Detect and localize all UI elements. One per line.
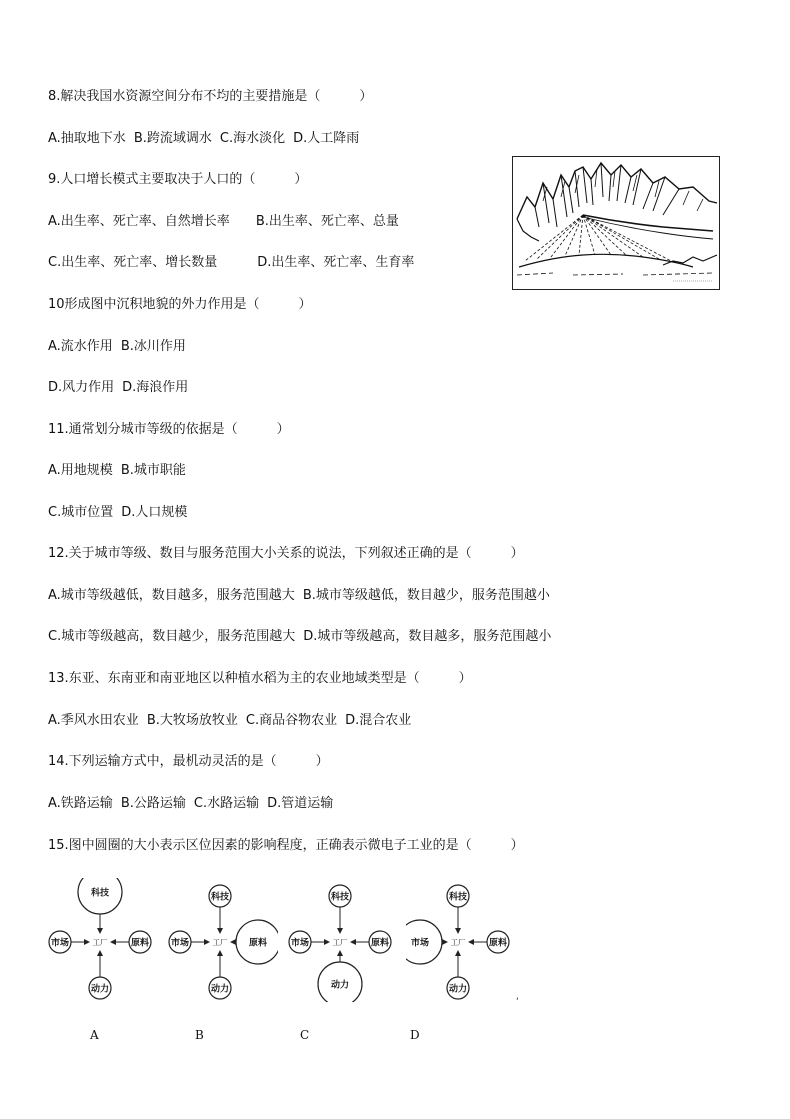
option-d2: D.海浪作用 — [122, 380, 189, 395]
option-c: C.出生率、死亡率、增长数量 — [48, 255, 218, 270]
question-10-options-row1 — [48, 338, 186, 356]
question-10-options-row2 — [48, 379, 188, 397]
option-c: C.城市位置 — [48, 505, 114, 520]
option-d: D.人口规模 — [121, 505, 188, 520]
question-14-options — [48, 795, 333, 813]
question-12-options-row1 — [48, 587, 550, 605]
option-b: B.大牧场放牧业 — [146, 713, 238, 728]
factor-label-right: 原料 — [370, 938, 390, 949]
factor-label-right: 原料 — [488, 938, 508, 949]
diagram-letter-d: D — [410, 1028, 420, 1042]
question-11-stem: 11.通常划分城市等级的依据是（ ） — [48, 422, 290, 437]
question-15-stem: 15.图中圆圈的大小表示区位因素的影响程度，正确表示微电子工业的是（ ） — [48, 838, 524, 853]
option-d: D.人工降雨 — [293, 131, 360, 146]
factor-label-right: 原料 — [130, 938, 150, 949]
factory-label: 工厂 — [92, 938, 108, 947]
question-14-stem: 14.下列运输方式中，最机动灵活的是（ ） — [48, 754, 329, 769]
option-d: D.管道运输 — [267, 796, 334, 811]
factor-label-left: 市场 — [50, 938, 70, 949]
factory-label: 工厂 — [450, 938, 466, 947]
factor-label-right: 原料 — [248, 938, 268, 949]
question-11-options-row2 — [48, 504, 187, 522]
factor-label-bottom: 动力 — [90, 984, 110, 995]
factory-label: 工厂 — [212, 938, 228, 947]
option-c: C.城市等级越高，数目越少，服务范围越大 — [48, 629, 296, 644]
factor-diagram-d — [406, 878, 516, 1000]
factor-label-bottom: 动力 — [210, 984, 230, 995]
question-9-options-row2 — [48, 254, 414, 272]
option-a: A.流水作用 — [48, 339, 113, 354]
question-11-options-row1 — [48, 462, 186, 480]
question-8-options — [48, 130, 359, 148]
option-a: A.出生率、死亡率、自然增长率 — [48, 214, 230, 229]
factor-label-left: 市场 — [290, 938, 310, 949]
diagram-letter-c: C — [300, 1028, 310, 1042]
question-9-options-row1 — [48, 213, 399, 231]
option-a: A.铁路运输 — [48, 796, 113, 811]
factor-label-bottom: 动力 — [448, 984, 468, 995]
factor-diagram-a — [48, 878, 158, 1000]
factor-label-top: 科技 — [210, 892, 230, 903]
option-b: B.城市等级越低，数目越少，服务范围越小 — [302, 588, 550, 603]
question-13-stem: 13.东亚、东南亚和南亚地区以种植水稻为主的农业地域类型是（ ） — [48, 671, 472, 686]
option-d: D.城市等级越高，数目越多，服务范围越小 — [303, 629, 552, 644]
diagram-letter-a: A — [90, 1028, 99, 1042]
option-b: B.冰川作用 — [120, 339, 186, 354]
factor-label-top: 科技 — [448, 892, 468, 903]
option-c: C.海水淡化 — [219, 131, 286, 146]
alluvial-fan-illustration — [512, 156, 720, 290]
option-b: B.跨流域调水 — [133, 131, 212, 146]
option-c: C.商品谷物农业 — [245, 713, 338, 728]
option-b: B.城市职能 — [120, 463, 186, 478]
option-b: B.公路运输 — [120, 796, 186, 811]
factor-label-top: 科技 — [90, 888, 110, 899]
question-12-options-row2 — [48, 628, 551, 646]
factor-label-top: 科技 — [330, 892, 350, 903]
factor-label-bottom: 动力 — [330, 980, 350, 991]
option-a: A.城市等级越低，数目越多，服务范围越大 — [48, 588, 295, 603]
factor-label-left: 市场 — [410, 938, 430, 949]
question-10-stem: 10形成图中沉积地貌的外力作用是（ ） — [48, 297, 312, 312]
option-b: B.出生率、死亡率、总量 — [255, 214, 399, 229]
factor-diagram-c — [288, 878, 398, 1000]
option-d: D.出生率、死亡率、生育率 — [257, 255, 415, 270]
question-13-options — [48, 712, 411, 730]
factor-label-left: 市场 — [170, 938, 190, 949]
stray-mark: ‘ — [516, 997, 519, 1007]
question-8-stem: 8.解决我国水资源空间分布不均的主要措施是（ ） — [48, 89, 373, 104]
factory-label: 工厂 — [332, 938, 348, 947]
option-a: A.抽取地下水 — [48, 131, 126, 146]
diagram-letter-b: B — [195, 1028, 204, 1042]
option-c: C.水路运输 — [193, 796, 260, 811]
option-d: D.混合农业 — [345, 713, 412, 728]
option-d1: D.风力作用 — [48, 380, 115, 395]
question-9-stem: 9.人口增长模式主要取决于人口的（ ） — [48, 172, 308, 187]
factor-diagram-b — [168, 878, 278, 1000]
option-a: A.用地规模 — [48, 463, 113, 478]
question-12-stem: 12.关于城市等级、数目与服务范围大小关系的说法，下列叙述正确的是（ ） — [48, 546, 524, 561]
option-a: A.季风水田农业 — [48, 713, 139, 728]
